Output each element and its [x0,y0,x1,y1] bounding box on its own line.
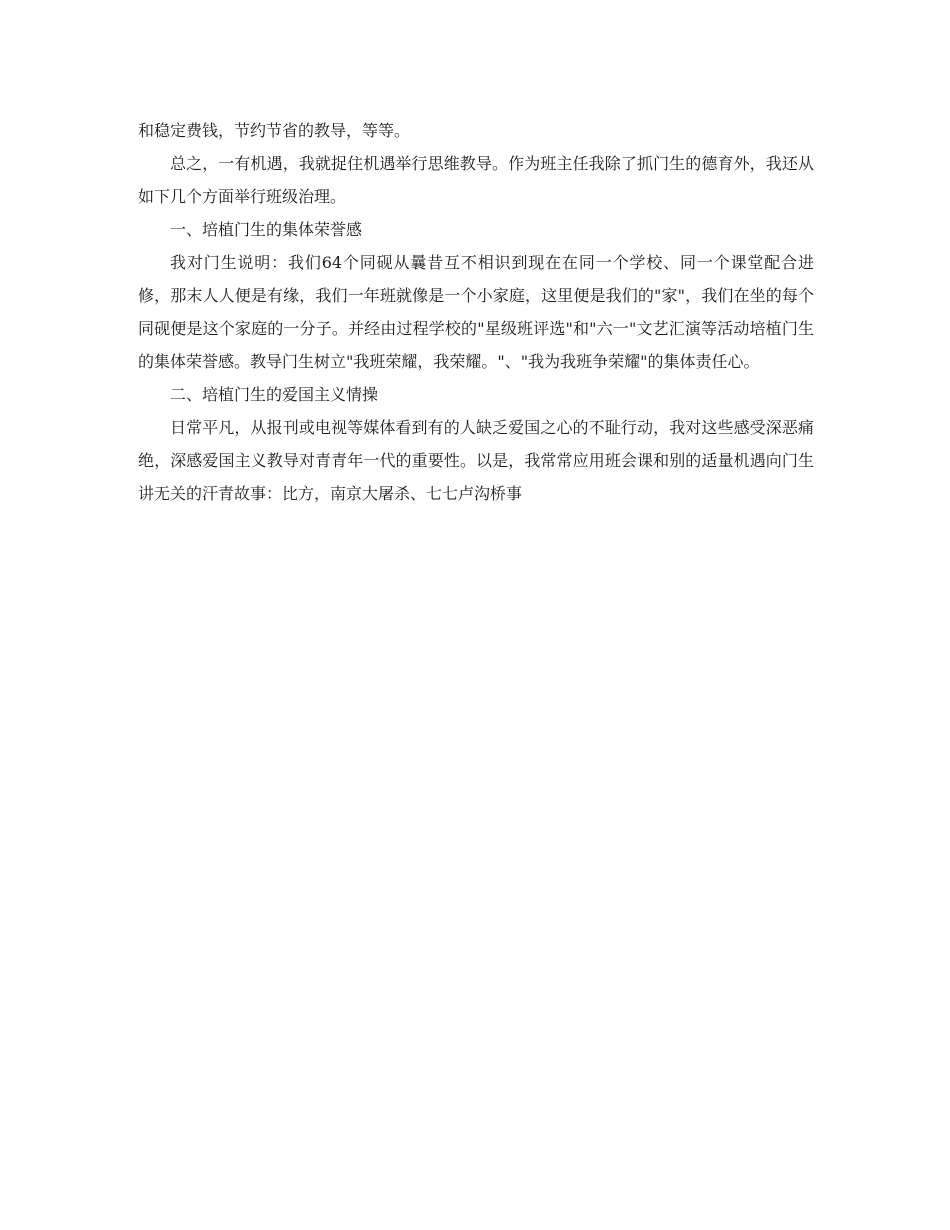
paragraph-2: 总之，一有机遇，我就捉住机遇举行思维教导。作为班主任我除了抓门生的德育外，我还从如下几个方面举行班级治理。 [138,154,814,206]
section-heading-2: 二、培植门生的爱国主义情操 [170,385,379,404]
paragraph-1: 和稳定费钱，节约节省的教导，等等。 [138,121,411,140]
document-body [138,114,814,510]
section-heading-1: 一、培植门生的集体荣誉感 [170,220,363,239]
paragraph-4: 日常平凡，从报刊或电视等媒体看到有的人缺乏爱国之心的不耻行动，我对这些感受深恶痛绝，深感爱国主义教导对青青年一代的重要性。以是，我常常应用班会课和别的适量机遇向门生讲无关的汗青故事：比方，南京大屠杀、七七卢沟桥事 [138,418,814,503]
paragraph-3: 我对门生说明：我们64个同砚从曩昔互不相识到现在在同一个学校、同一个课堂配合进修，那末人人便是有缘，我们一年班就像是一个小家庭，这里便是我们的"家"，我们在坐的每个同砚便是这个家庭的一分子。并经由过程学校的"星级班评选"和"六一"文艺汇演等活动培植门生的集体荣誉感。教导门生树立"我班荣耀，我荣耀。"、"我为我班争荣耀"的集体责任心。 [138,253,814,371]
